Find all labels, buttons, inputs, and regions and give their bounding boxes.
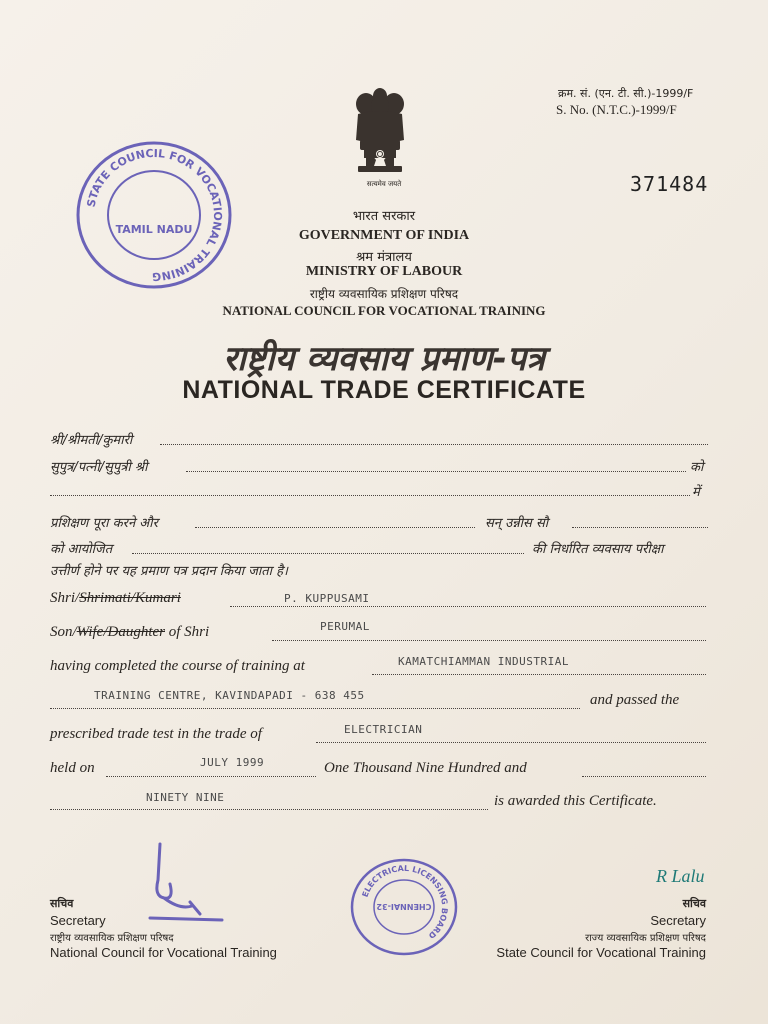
filled-trade: ELECTRICIAN	[344, 723, 423, 736]
hindi-line-2-end: को	[690, 460, 704, 475]
gov-hindi: भारत सरकार	[352, 209, 416, 224]
licensing-board-stamp	[350, 858, 458, 956]
left-signature-block	[50, 896, 277, 960]
english-line-prescribed: prescribed trade test in the trade of	[50, 726, 262, 742]
hindi-line-6: उत्तीर्ण होने पर यह प्रमाण पत्र प्रदान किया जाता है।	[50, 564, 288, 579]
right-sig-sub: राज्य व्यवसायिक प्रशिक्षण परिषद	[585, 933, 706, 944]
right-signature-block	[496, 896, 706, 960]
dotted-line	[132, 553, 524, 554]
dotted-line	[186, 471, 686, 472]
title-hindi: राष्ट्रीय व्यवसाय प्रमाण-पत्र	[223, 339, 545, 379]
left-sig-title: Secretary	[50, 913, 106, 928]
emblem-motto: सत्यमेव जयते	[366, 180, 402, 188]
ministry-hindi: श्रम मंत्रालय	[356, 250, 412, 265]
hindi-line-4-mid: सन् उन्नीस सौ	[485, 516, 549, 531]
serial-hindi: क्रम. सं. (एन. टी. सी.)-1999/F	[558, 87, 694, 100]
dotted-line	[195, 527, 475, 528]
dotted-line	[372, 674, 706, 675]
left-sig-hindi: सचिव	[50, 897, 74, 910]
filled-institute-1: KAMATCHIAMMAN INDUSTRIAL	[398, 655, 569, 668]
council-english: NATIONAL COUNCIL FOR VOCATIONAL TRAINING	[222, 303, 546, 318]
english-line-passed: and passed the	[590, 692, 680, 708]
english-line-having: having completed the course of training at	[50, 658, 305, 674]
son-struck: Wife/Daughter	[76, 624, 165, 640]
bottom-stamp-ring-text: ELECTRICAL LICENSING BOARD	[360, 863, 450, 941]
left-stamp-center-text: TAMIL NADU	[115, 223, 193, 236]
dotted-line	[160, 444, 708, 445]
dotted-line	[50, 809, 488, 810]
left-sig-org: National Council for Vocational Training	[50, 945, 277, 960]
dotted-line	[106, 776, 316, 777]
english-line-son	[50, 624, 209, 641]
hindi-line-5-end: की निर्धारित व्यवसाय परीक्षा	[532, 542, 664, 557]
hindi-line-1: श्री/श्रीमती/कुमारी	[50, 433, 133, 448]
right-sig-title: Secretary	[650, 913, 706, 928]
english-line-held: held on	[50, 760, 95, 776]
filled-name: P. KUPPUSAMI	[284, 592, 370, 605]
hindi-line-4: प्रशिक्षण पूरा करने और	[50, 516, 158, 531]
hindi-line-3-end: में	[692, 485, 700, 500]
gov-english: GOVERNMENT OF INDIA	[298, 228, 470, 243]
bottom-stamp-center-text: CHENNAI-32	[376, 902, 432, 911]
dotted-line	[230, 606, 706, 607]
english-line-awarded: is awarded this Certificate.	[494, 793, 657, 809]
filled-institute-2: TRAINING CENTRE, KAVINDAPADI - 638 455	[94, 689, 365, 702]
right-sig-org: State Council for Vocational Training	[496, 945, 706, 960]
english-line-shri	[50, 590, 181, 607]
left-stamp-ring-text: STATE COUNCIL FOR VOCATIONAL TRAINING	[84, 146, 225, 284]
english-line-one-thousand: One Thousand Nine Hundred and	[324, 760, 527, 776]
shri-struck: Shrimati/Kumari	[79, 590, 181, 606]
shri-prefix: Shri/	[50, 590, 80, 606]
filled-exam-date: JULY 1999	[200, 756, 265, 769]
hindi-line-5: को आयोजित	[50, 542, 113, 557]
hindi-line-2: सुपुत्र/पत्नी/सुपुत्री श्री	[50, 460, 148, 475]
filled-year-words: NINETY NINE	[146, 791, 225, 804]
dotted-line	[272, 640, 706, 641]
dotted-line	[50, 708, 580, 709]
dotted-line	[572, 527, 708, 528]
right-sig-hindi: सचिव	[682, 897, 706, 910]
son-prefix: Son/	[50, 624, 77, 640]
title-english: NATIONAL TRADE CERTIFICATE	[182, 376, 586, 404]
left-sig-sub: राष्ट्रीय व्यवसायिक प्रशिक्षण परिषद	[50, 933, 174, 944]
national-emblem-icon	[344, 84, 416, 194]
certificate-number: 371484	[630, 172, 709, 196]
dotted-line	[316, 742, 706, 743]
dotted-line	[582, 776, 706, 777]
filled-father: PERUMAL	[320, 620, 370, 633]
serial-english: S. No. (N.T.C.)-1999/F	[556, 102, 677, 117]
right-signature: R Lalu	[656, 866, 705, 886]
council-hindi: राष्ट्रीय व्यवसायिक प्रशिक्षण परिषद	[309, 287, 459, 301]
ministry-english: MINISTRY OF LABOUR	[305, 264, 463, 279]
dotted-line	[50, 495, 690, 496]
son-suffix: of Shri	[168, 624, 210, 640]
